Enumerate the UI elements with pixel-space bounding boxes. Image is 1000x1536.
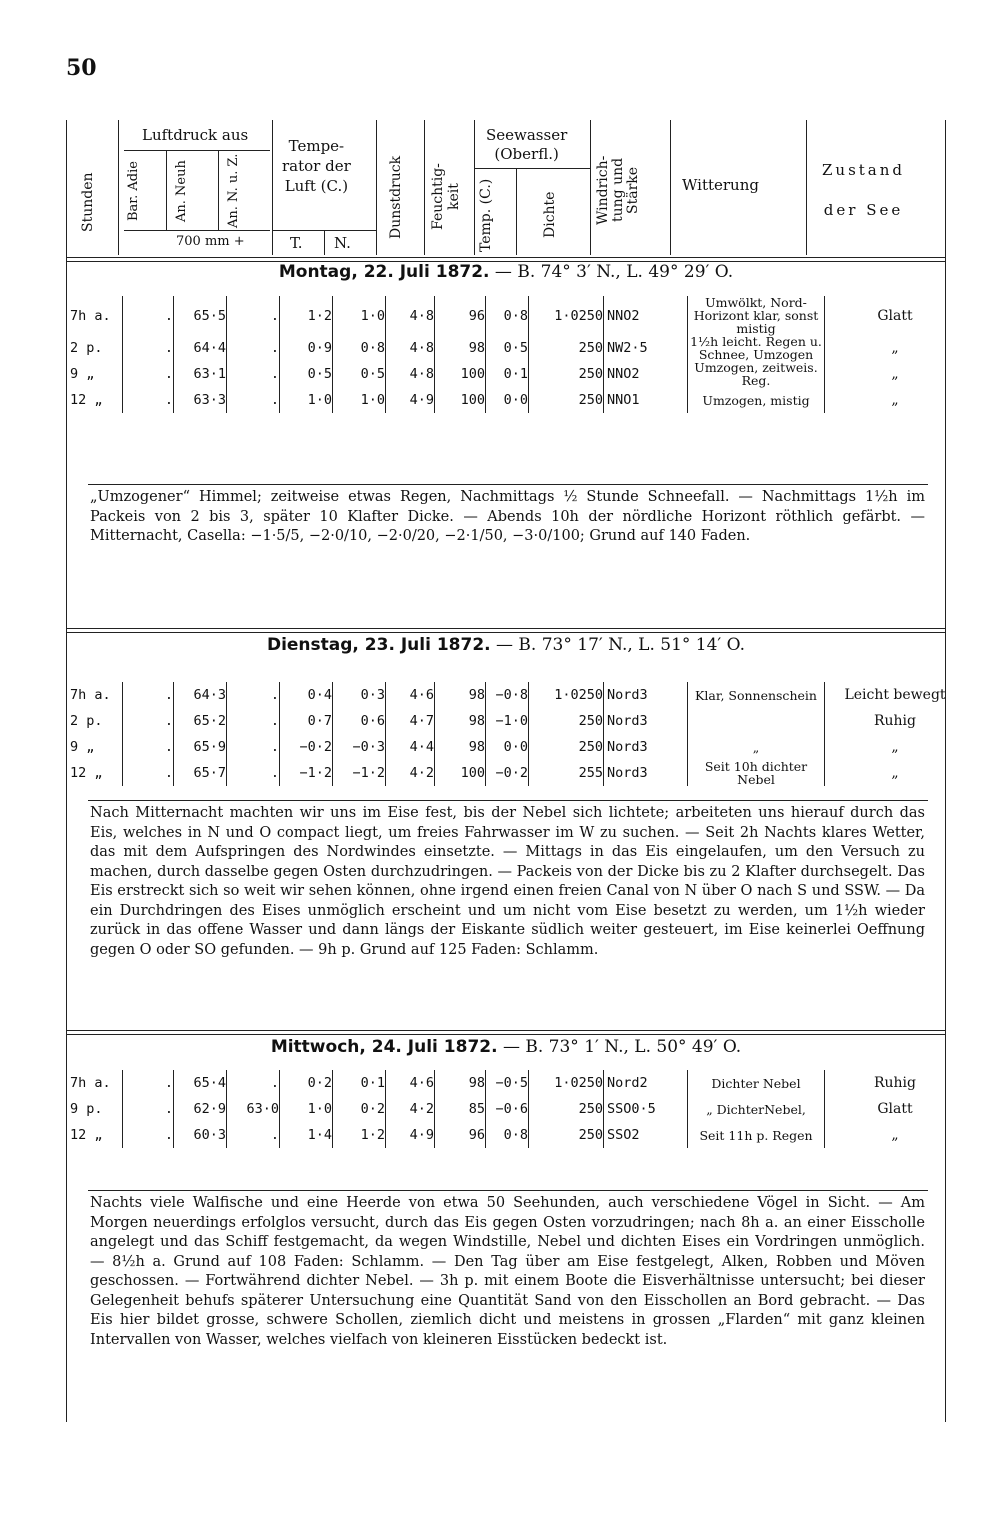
cell-n: 1·0 bbox=[333, 296, 386, 335]
cell-an1: 63·1 bbox=[174, 361, 227, 387]
cell-wit: Umzogen, mistig bbox=[688, 387, 825, 413]
cell-dichte: 250 bbox=[529, 335, 604, 361]
cell-wind: Nord3 bbox=[604, 760, 688, 786]
day-heading-3-day: Mittwoch, 24. Juli 1872. bbox=[270, 1037, 498, 1057]
table-header bbox=[66, 120, 946, 260]
cell-wit: 1½h leicht. Regen u. Schnee, Umzogen bbox=[688, 335, 825, 361]
cell-t: 0·4 bbox=[280, 682, 333, 708]
header-baro-unit: 700 mm + bbox=[176, 234, 245, 249]
table-row bbox=[66, 296, 965, 335]
cell-stemp: 0·0 bbox=[486, 734, 529, 760]
cell-an1: 65·9 bbox=[174, 734, 227, 760]
cell-dunst: 4·4 bbox=[386, 734, 435, 760]
cell-wind: NNO2 bbox=[604, 361, 688, 387]
cell-h: 7h a. bbox=[70, 307, 111, 324]
cell-zus: Ruhig bbox=[825, 708, 966, 734]
cell-wit: Seit 11h p. Regen bbox=[688, 1122, 825, 1148]
cell-dichte: 1·0250 bbox=[529, 1070, 604, 1096]
header-bar-adie: Bar. Adie bbox=[126, 161, 141, 221]
cell-feucht: 98 bbox=[435, 682, 486, 708]
cell-h: 9 p. bbox=[70, 1101, 103, 1117]
cell-dichte: 1·0250 bbox=[529, 296, 604, 335]
cell-zus: Glatt bbox=[825, 1096, 966, 1122]
cell-zus: Glatt bbox=[825, 296, 966, 335]
cell-h: 7h a. bbox=[70, 687, 111, 703]
cell-dichte: 250 bbox=[529, 734, 604, 760]
data-table-1 bbox=[66, 296, 965, 413]
cell-wind: NNO1 bbox=[604, 387, 688, 413]
note-3 bbox=[90, 1194, 925, 1350]
cell-an2: 63·0 bbox=[227, 1096, 280, 1122]
note-3-text: Nachts viele Walfische und eine Heerde von etwa 50 Seehunden, auch verschiedene Vögel in Sicht. — Am Morgen neuerdings erfolglos versucht, durch das Eis gegen Osten vorzudringen; nach 8h a. an einer Eisscholle angelegt und das Schiff festgemacht, da wegen Windstille, Nebel und dichten Eises ein Vordringen unmöglich. — 8½h a. Grund auf 108 Faden: Schlamm. — Den Tag über am Eise festgelegt, Alken, Robben und Möven geschossen. — Fortwährend dichter Nebel. — 3h p. mit einem Boote die Eisverhältnisse untersucht; bei dieser Gelegenheit behufs späterer Untersuchung eine Quantität Sand von den Eisschollen an Bord gebracht. — Das Eis hier bildet grosse, schwere Schollen, ziemlich dicht und meistens in grossen „Flarden“ mit ganz kleinen Intervallen von Wasser, welches vielfach von kleineren Eisstücken bedeckt ist. bbox=[90, 1195, 925, 1348]
cell-an2: . bbox=[227, 682, 280, 708]
cell-dichte: 250 bbox=[529, 1122, 604, 1148]
cell-t: −1·2 bbox=[280, 760, 333, 786]
cell-t: 0·7 bbox=[280, 708, 333, 734]
cell-an2: . bbox=[227, 296, 280, 335]
cell-an1: 65·4 bbox=[174, 1070, 227, 1096]
cell-bar: . bbox=[123, 760, 174, 786]
cell-feucht: 96 bbox=[435, 1122, 486, 1148]
header-temp-t: T. bbox=[290, 234, 303, 252]
cell-h: 12 „ bbox=[70, 392, 103, 408]
header-feuchtigkeit: Feuchtig- keit bbox=[430, 163, 462, 231]
note-2 bbox=[90, 804, 925, 960]
table-row bbox=[66, 335, 965, 361]
cell-zus: „ bbox=[825, 734, 966, 760]
cell-an1: 64·3 bbox=[174, 682, 227, 708]
cell-h: 2 p. bbox=[70, 340, 103, 356]
cell-an2: . bbox=[227, 1070, 280, 1096]
cell-h: 2 p. bbox=[70, 713, 103, 729]
cell-stemp: 0·5 bbox=[486, 335, 529, 361]
cell-an2: . bbox=[227, 708, 280, 734]
cell-dunst: 4·7 bbox=[386, 708, 435, 734]
cell-bar: . bbox=[123, 708, 174, 734]
table-row bbox=[66, 708, 965, 734]
header-an-neuh: An. Neuh bbox=[174, 160, 189, 222]
cell-an1: 65·7 bbox=[174, 760, 227, 786]
header-temp-n: N. bbox=[334, 234, 351, 252]
cell-n: 0·3 bbox=[333, 682, 386, 708]
cell-n: 0·2 bbox=[333, 1096, 386, 1122]
header-sw-dichte: Dichte bbox=[542, 191, 558, 239]
header-stunden: Stunden bbox=[80, 172, 96, 232]
cell-dunst: 4·9 bbox=[386, 1122, 435, 1148]
cell-dichte: 250 bbox=[529, 387, 604, 413]
cell-bar: . bbox=[123, 1122, 174, 1148]
header-zustand: Zustand der See bbox=[822, 161, 906, 219]
cell-an2: . bbox=[227, 361, 280, 387]
cell-dunst: 4·8 bbox=[386, 335, 435, 361]
cell-dichte: 250 bbox=[529, 1096, 604, 1122]
cell-an2: . bbox=[227, 1122, 280, 1148]
cell-an1: 63·3 bbox=[174, 387, 227, 413]
cell-wit: Dichter Nebel bbox=[688, 1070, 825, 1096]
cell-an1: 60·3 bbox=[174, 1122, 227, 1148]
cell-n: −0·3 bbox=[333, 734, 386, 760]
cell-an1: 62·9 bbox=[174, 1096, 227, 1122]
cell-n: −1·2 bbox=[333, 760, 386, 786]
cell-h: 12 „ bbox=[70, 1127, 103, 1143]
cell-bar: . bbox=[123, 387, 174, 413]
cell-an1: 65·5 bbox=[174, 296, 227, 335]
table-row bbox=[66, 682, 965, 708]
header-temp: Tempe- rator der Luft (C.) bbox=[282, 137, 351, 195]
day-heading-3 bbox=[66, 1037, 946, 1057]
cell-wind: Nord2 bbox=[604, 1070, 688, 1096]
cell-an2: . bbox=[227, 335, 280, 361]
data-table-2 bbox=[66, 682, 965, 786]
cell-n: 0·5 bbox=[333, 361, 386, 387]
note-1-text: „Umzogener“ Himmel; zeitweise etwas Regen, Nachmittags ½ Stunde Schneefall. — Nachmittags 1½h im Packeis von 2 bis 3, später 10 Klafter Dicke. — Abends 10h der nördliche Horizont röthlich gefärbt. — Mitternacht, Casella: −1·5/5, −2·0/10, −2·0/20, −2·1/50, −3·0/100; Grund auf 140 Faden. bbox=[90, 489, 925, 544]
data-table-3 bbox=[66, 1070, 965, 1148]
header-an-nz: An. N. u. Z. bbox=[226, 153, 241, 228]
table-row bbox=[66, 734, 965, 760]
cell-dunst: 4·2 bbox=[386, 1096, 435, 1122]
cell-dichte: 250 bbox=[529, 708, 604, 734]
cell-bar: . bbox=[123, 734, 174, 760]
cell-stemp: −1·0 bbox=[486, 708, 529, 734]
cell-h: 7h a. bbox=[70, 1075, 111, 1091]
cell-wind: Nord3 bbox=[604, 708, 688, 734]
page-number: 50 bbox=[66, 55, 97, 81]
cell-t: 1·0 bbox=[280, 1096, 333, 1122]
cell-feucht: 100 bbox=[435, 361, 486, 387]
cell-dunst: 4·8 bbox=[386, 361, 435, 387]
cell-feucht: 85 bbox=[435, 1096, 486, 1122]
cell-wit: Umzogen, zeitweis. Reg. bbox=[688, 361, 825, 387]
cell-feucht: 96 bbox=[435, 296, 486, 335]
cell-stemp: 0·8 bbox=[486, 1122, 529, 1148]
cell-bar: . bbox=[123, 361, 174, 387]
header-wind: Windrich- tung und Stärke bbox=[595, 155, 641, 225]
cell-zus: Ruhig bbox=[825, 1070, 966, 1096]
cell-wind: Nord3 bbox=[604, 682, 688, 708]
cell-an2: . bbox=[227, 734, 280, 760]
cell-dichte: 250 bbox=[529, 361, 604, 387]
cell-zus: „ bbox=[825, 361, 966, 387]
cell-t: 1·4 bbox=[280, 1122, 333, 1148]
cell-feucht: 98 bbox=[435, 335, 486, 361]
cell-dichte: 1·0250 bbox=[529, 682, 604, 708]
table-row bbox=[66, 760, 965, 786]
header-seewasser: Seewasser (Oberfl.) bbox=[486, 126, 568, 163]
cell-zus: Leicht bewegt bbox=[825, 682, 966, 708]
cell-t: −0·2 bbox=[280, 734, 333, 760]
note-2-text: Nach Mitternacht machten wir uns im Eise fest, bis der Nebel sich lichtete; arbeiteten uns hierauf durch das Eis, welches in N und O compact liegt, um freies Fahrwasser im W zu suchen. — Seit 2h Nachts klares Wetter, das mit dem Aufspringen des Nordwindes einsetzte. — Mittags in das Eis eingelaufen, um den Versuch zu machen, durch dasselbe gegen Osten durchzudringen. — Packeis von der Dicke bis zu 2 Klafter durchsegelt. Das Eis erstreckt sich so weit wir sehen können, ohne irgend einen freien Canal von N über O nach S und SSW. — Da ein Durchdringen des Eises unmöglich erscheint und um nicht vom Eise besetzt zu werden, um 1½h wieder zurück in das offene Wasser und dann längs der Eiskante südlich weiter gesteuert, im Eise keinerlei Oeffnung gegen O oder SO gefunden. — 9h p. Grund auf 125 Faden: Schlamm. bbox=[90, 805, 925, 958]
cell-an2: . bbox=[227, 387, 280, 413]
cell-dunst: 4·9 bbox=[386, 387, 435, 413]
cell-an1: 65·2 bbox=[174, 708, 227, 734]
cell-t: 1·0 bbox=[280, 387, 333, 413]
day-heading-2-day: Dienstag, 23. Juli 1872. bbox=[266, 635, 491, 655]
day-heading-2 bbox=[66, 635, 946, 655]
day-heading-1 bbox=[66, 262, 946, 282]
cell-wit: „ DichterNebel, bbox=[688, 1096, 825, 1122]
cell-zus: „ bbox=[825, 335, 966, 361]
cell-h: 9 „ bbox=[70, 366, 95, 382]
cell-zus: „ bbox=[825, 387, 966, 413]
cell-h: 9 „ bbox=[70, 739, 95, 755]
cell-bar: . bbox=[123, 335, 174, 361]
cell-wit: Seit 10h dichter Nebel bbox=[688, 760, 825, 786]
cell-t: 1·2 bbox=[280, 296, 333, 335]
cell-n: 0·8 bbox=[333, 335, 386, 361]
cell-zus: „ bbox=[825, 1122, 966, 1148]
cell-feucht: 98 bbox=[435, 1070, 486, 1096]
cell-dunst: 4·6 bbox=[386, 682, 435, 708]
day-heading-1-day: Montag, 22. Juli 1872. bbox=[278, 262, 490, 282]
table-row bbox=[66, 1122, 965, 1148]
table-row bbox=[66, 361, 965, 387]
cell-bar: . bbox=[123, 1070, 174, 1096]
cell-wind: NW2·5 bbox=[604, 335, 688, 361]
cell-wind: NNO2 bbox=[604, 296, 688, 335]
cell-n: 0·6 bbox=[333, 708, 386, 734]
cell-dunst: 4·2 bbox=[386, 760, 435, 786]
cell-dunst: 4·8 bbox=[386, 296, 435, 335]
header-witterung: Witterung bbox=[682, 176, 759, 194]
header-sw-temp: Temp. (C.) bbox=[478, 178, 494, 252]
cell-an2: . bbox=[227, 760, 280, 786]
cell-n: 0·1 bbox=[333, 1070, 386, 1096]
cell-n: 1·0 bbox=[333, 387, 386, 413]
cell-t: 0·9 bbox=[280, 335, 333, 361]
table-row bbox=[66, 387, 965, 413]
cell-wind: SSO2 bbox=[604, 1122, 688, 1148]
table-row bbox=[66, 1070, 965, 1096]
cell-stemp: −0·8 bbox=[486, 682, 529, 708]
cell-dichte: 255 bbox=[529, 760, 604, 786]
cell-an1: 64·4 bbox=[174, 335, 227, 361]
cell-stemp: 0·1 bbox=[486, 361, 529, 387]
cell-stemp: −0·6 bbox=[486, 1096, 529, 1122]
cell-feucht: 98 bbox=[435, 708, 486, 734]
cell-bar: . bbox=[123, 1096, 174, 1122]
cell-wit: Umwölkt, Nord-Horizont klar, sonst mistig bbox=[688, 296, 825, 335]
cell-t: 0·5 bbox=[280, 361, 333, 387]
cell-stemp: 0·0 bbox=[486, 387, 529, 413]
cell-t: 0·2 bbox=[280, 1070, 333, 1096]
cell-wit: Klar, Sonnenschein bbox=[688, 682, 825, 708]
cell-h: 12 „ bbox=[70, 765, 103, 781]
cell-stemp: −0·2 bbox=[486, 760, 529, 786]
cell-zus: „ bbox=[825, 760, 966, 786]
header-dunstdruck: Dunstdruck bbox=[388, 155, 404, 239]
cell-feucht: 100 bbox=[435, 760, 486, 786]
cell-feucht: 98 bbox=[435, 734, 486, 760]
cell-wind: Nord3 bbox=[604, 734, 688, 760]
cell-stemp: −0·5 bbox=[486, 1070, 529, 1096]
day-heading-3-pos: — B. 73° 1′ N., L. 50° 49′ O. bbox=[502, 1037, 742, 1057]
cell-wit bbox=[688, 708, 825, 734]
note-1 bbox=[90, 488, 925, 547]
header-luftdruck: Luftdruck aus bbox=[142, 126, 249, 144]
cell-bar: . bbox=[123, 296, 174, 335]
cell-wind: SSO0·5 bbox=[604, 1096, 688, 1122]
cell-stemp: 0·8 bbox=[486, 296, 529, 335]
day-heading-1-pos: — B. 74° 3′ N., L. 49° 29′ O. bbox=[494, 262, 734, 282]
cell-n: 1·2 bbox=[333, 1122, 386, 1148]
cell-wit: „ bbox=[688, 734, 825, 760]
cell-bar: . bbox=[123, 682, 174, 708]
cell-feucht: 100 bbox=[435, 387, 486, 413]
cell-dunst: 4·6 bbox=[386, 1070, 435, 1096]
day-heading-2-pos: — B. 73° 17′ N., L. 51° 14′ O. bbox=[496, 635, 746, 655]
table-row bbox=[66, 1096, 965, 1122]
